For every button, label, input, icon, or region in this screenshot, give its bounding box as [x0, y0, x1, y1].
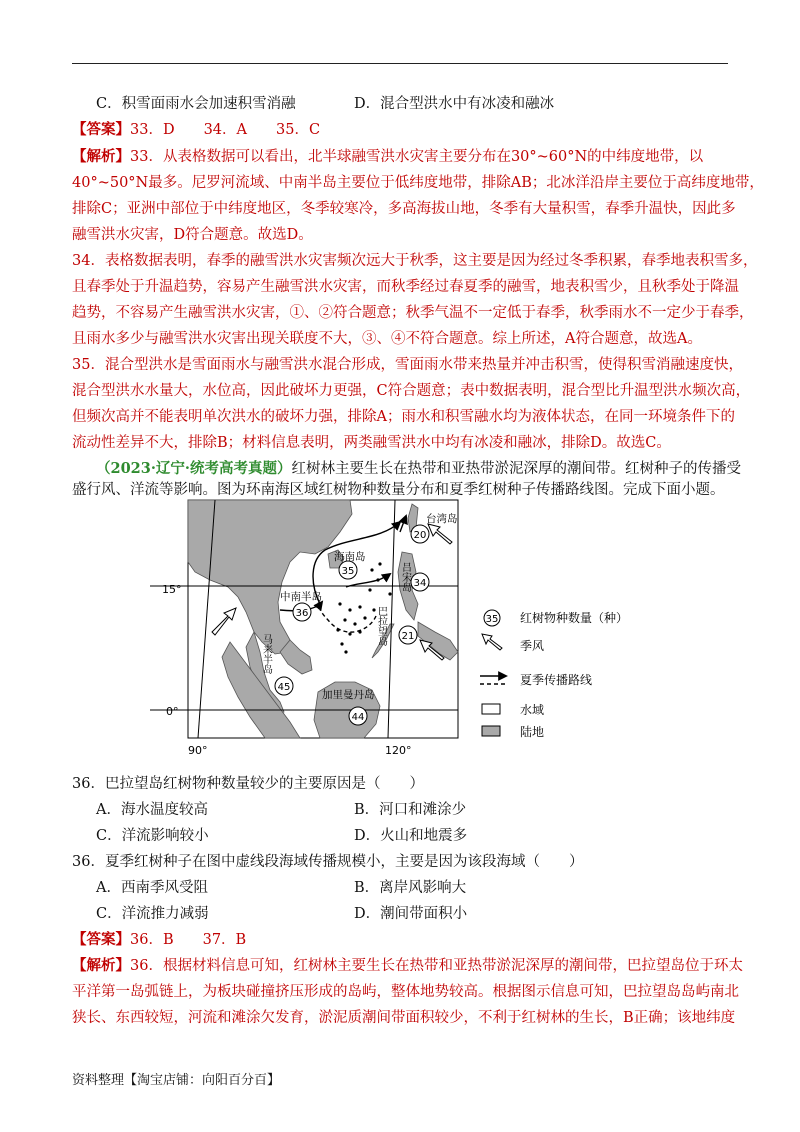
answer-line-2: [72, 930, 732, 950]
count-hainan: 35: [341, 566, 355, 577]
answer-line-1: [72, 120, 732, 140]
analysis-line: 但频次高并不能表明单次洪水的破坏力强，排除A；雨水和积雪融水均为液体状态，在同一环境条件下的: [72, 409, 735, 425]
analysis-tag: 【解析】: [72, 148, 130, 165]
legend-land-label: 陆地: [520, 725, 545, 739]
analysis-text-2: 36．根据材料信息可知，红树林主要生长在热带和亚热带淤泥深厚的潮间带，巴拉望岛位于环太: [130, 958, 743, 974]
label-hainan: 海南岛: [334, 551, 366, 563]
q37-option-c: C．洋流推力减弱: [96, 906, 209, 922]
count-borneo: 44: [351, 712, 365, 723]
legend-water-swatch: [482, 704, 500, 714]
analysis-tag-2: 【解析】: [72, 957, 130, 974]
lat-0-label: 0°: [166, 705, 179, 718]
source-tag: （2023·辽宁·统考高考真题）: [96, 460, 292, 477]
answer-tag: 【答案】: [72, 121, 130, 138]
label-indochina: 中南半岛: [280, 591, 322, 603]
q37-option-d: D．潮间带面积小: [354, 906, 468, 922]
analysis-line: 40°~50°N最多。尼罗河流域、中南半岛主要位于低纬度地带，排除AB；北冰洋沿岸主要位于高纬度地带，: [72, 175, 764, 191]
count-taiwan: 20: [413, 530, 427, 541]
passage-line-1: [96, 459, 756, 479]
label-palawan: 巴拉望岛: [375, 606, 387, 646]
analysis-line: 排除C；亚洲中部位于中纬度地区，冬季较寒冷，多高海拔山地，冬季有大量积雪，春季升温快，因此多: [72, 201, 736, 217]
answer-text-2: 36．B 37．B: [130, 932, 247, 948]
analysis-line: 且春季处于升温趋势，容易产生融雪洪水灾害，而秋季经过春夏季的融雪，地表积雪少，且秋季处于降温: [72, 279, 739, 295]
legend-count-sample: 35: [485, 614, 499, 625]
count-luzon: 34: [413, 578, 427, 589]
count-palawan: 21: [401, 631, 415, 642]
header-rule: [72, 63, 728, 64]
question-37-stem: 36．夏季红树种子在图中虚线段海域传播规模小，主要是因为该段海域（ ）: [72, 854, 584, 870]
question-36-stem: 36．巴拉望岛红树物种数量较少的主要原因是（ ）: [72, 776, 424, 792]
q36-option-a: A．海水温度较高: [96, 802, 208, 818]
legend-water-label: 水域: [520, 703, 545, 717]
passage-line-2: 盛行风、洋流等影响。图为环南海区域红树物种数量分布和夏季红树种子传播路线图。完成下面小题。: [72, 482, 725, 498]
option-c-prev: C．积雪面雨水会加速积雪消融: [96, 96, 296, 112]
label-taiwan: 台湾岛: [426, 513, 458, 525]
label-malay: 马来半岛: [260, 634, 272, 674]
lat-15-label: 15°: [162, 583, 182, 596]
analysis-line: 融雪洪水灾害，D符合题意。故选D。: [72, 227, 313, 243]
analysis-line: 趋势，不容易产生融雪洪水灾害，①、②符合题意；秋季气温不一定低于春季，秋季雨水不一定少于春季，: [72, 305, 754, 321]
q37-option-b: B．离岸风影响大: [354, 880, 467, 896]
count-indochina: 36: [295, 608, 309, 619]
legend-route-label: 夏季传播路线: [520, 673, 593, 687]
analysis-line: 且雨水多少与融雪洪水灾害出现关联度不大，③、④不符合题意。综上所述，A符合题意，故选A。: [72, 331, 702, 347]
q36-option-c: C．洋流影响较小: [96, 828, 209, 844]
lon-120-label: 120°: [385, 744, 412, 757]
q37-option-a: A．西南季风受阻: [96, 880, 208, 896]
lon-90-label: 90°: [188, 744, 208, 757]
answer-text: 33．D 34．A 35．C: [130, 122, 321, 138]
legend-species-label: 红树物种数量（种）: [520, 611, 629, 625]
analysis-line: [72, 147, 732, 167]
analysis-line-2: [72, 956, 743, 976]
label-luzon: 吕宋岛: [399, 562, 411, 592]
option-d-prev: D．混合型洪水中有冰凌和融冰: [354, 96, 555, 112]
analysis-line: 34．表格数据表明，春季的融雪洪水灾害频次远大于秋季，这主要是因为经过冬季积累，春季地表积雪多，: [72, 253, 758, 269]
passage-text: 红树林主要生长在热带和亚热带淤泥深厚的潮间带。红树种子的传播受: [291, 461, 741, 477]
mangrove-map: [150, 492, 630, 760]
analysis-line: 混合型洪水水量大，水位高，因此破坏力更强，C符合题意；表中数据表明，混合型比升温型洪水频次高，: [72, 383, 751, 399]
mangrove-map-figure: [150, 492, 630, 760]
analysis-line: 流动性差异不大，排除B；材料信息表明，两类融雪洪水中均有冰凌和融冰，排除D。故选C。: [72, 435, 671, 451]
legend-monsoon-label: 季风: [520, 639, 545, 653]
analysis-line-2: 平洋第一岛弧链上，为板块碰撞挤压形成的岛屿，整体地势较高。根据图示信息可知，巴拉望岛岛屿南北: [72, 984, 739, 1000]
analysis-line-2: 狭长、东西较短，河流和滩涂欠发育，淤泥质潮间带面积较少，不利于红树林的生长，B正确；该地纬度: [72, 1010, 736, 1026]
page-footer: 资料整理【淘宝店铺：向阳百分百】: [72, 1073, 281, 1088]
map-legend: [480, 610, 628, 739]
analysis-line: 35．混合型洪水是雪面雨水与融雪洪水混合形成，雪面雨水带来热量并冲击积雪，使得积雪消融速度快，: [72, 357, 743, 373]
count-malay: 45: [277, 682, 291, 693]
label-borneo: 加里曼丹岛: [322, 689, 375, 701]
analysis-text: 33．从表格数据可以看出，北半球融雪洪水灾害主要分布在30°~60°N的中纬度地带，以: [130, 149, 704, 165]
q36-option-b: B．河口和滩涂少: [354, 802, 467, 818]
answer-tag-2: 【答案】: [72, 931, 130, 948]
legend-monsoon-icon: [482, 634, 502, 650]
q36-option-d: D．火山和地震多: [354, 828, 468, 844]
legend-land-swatch: [482, 726, 500, 736]
